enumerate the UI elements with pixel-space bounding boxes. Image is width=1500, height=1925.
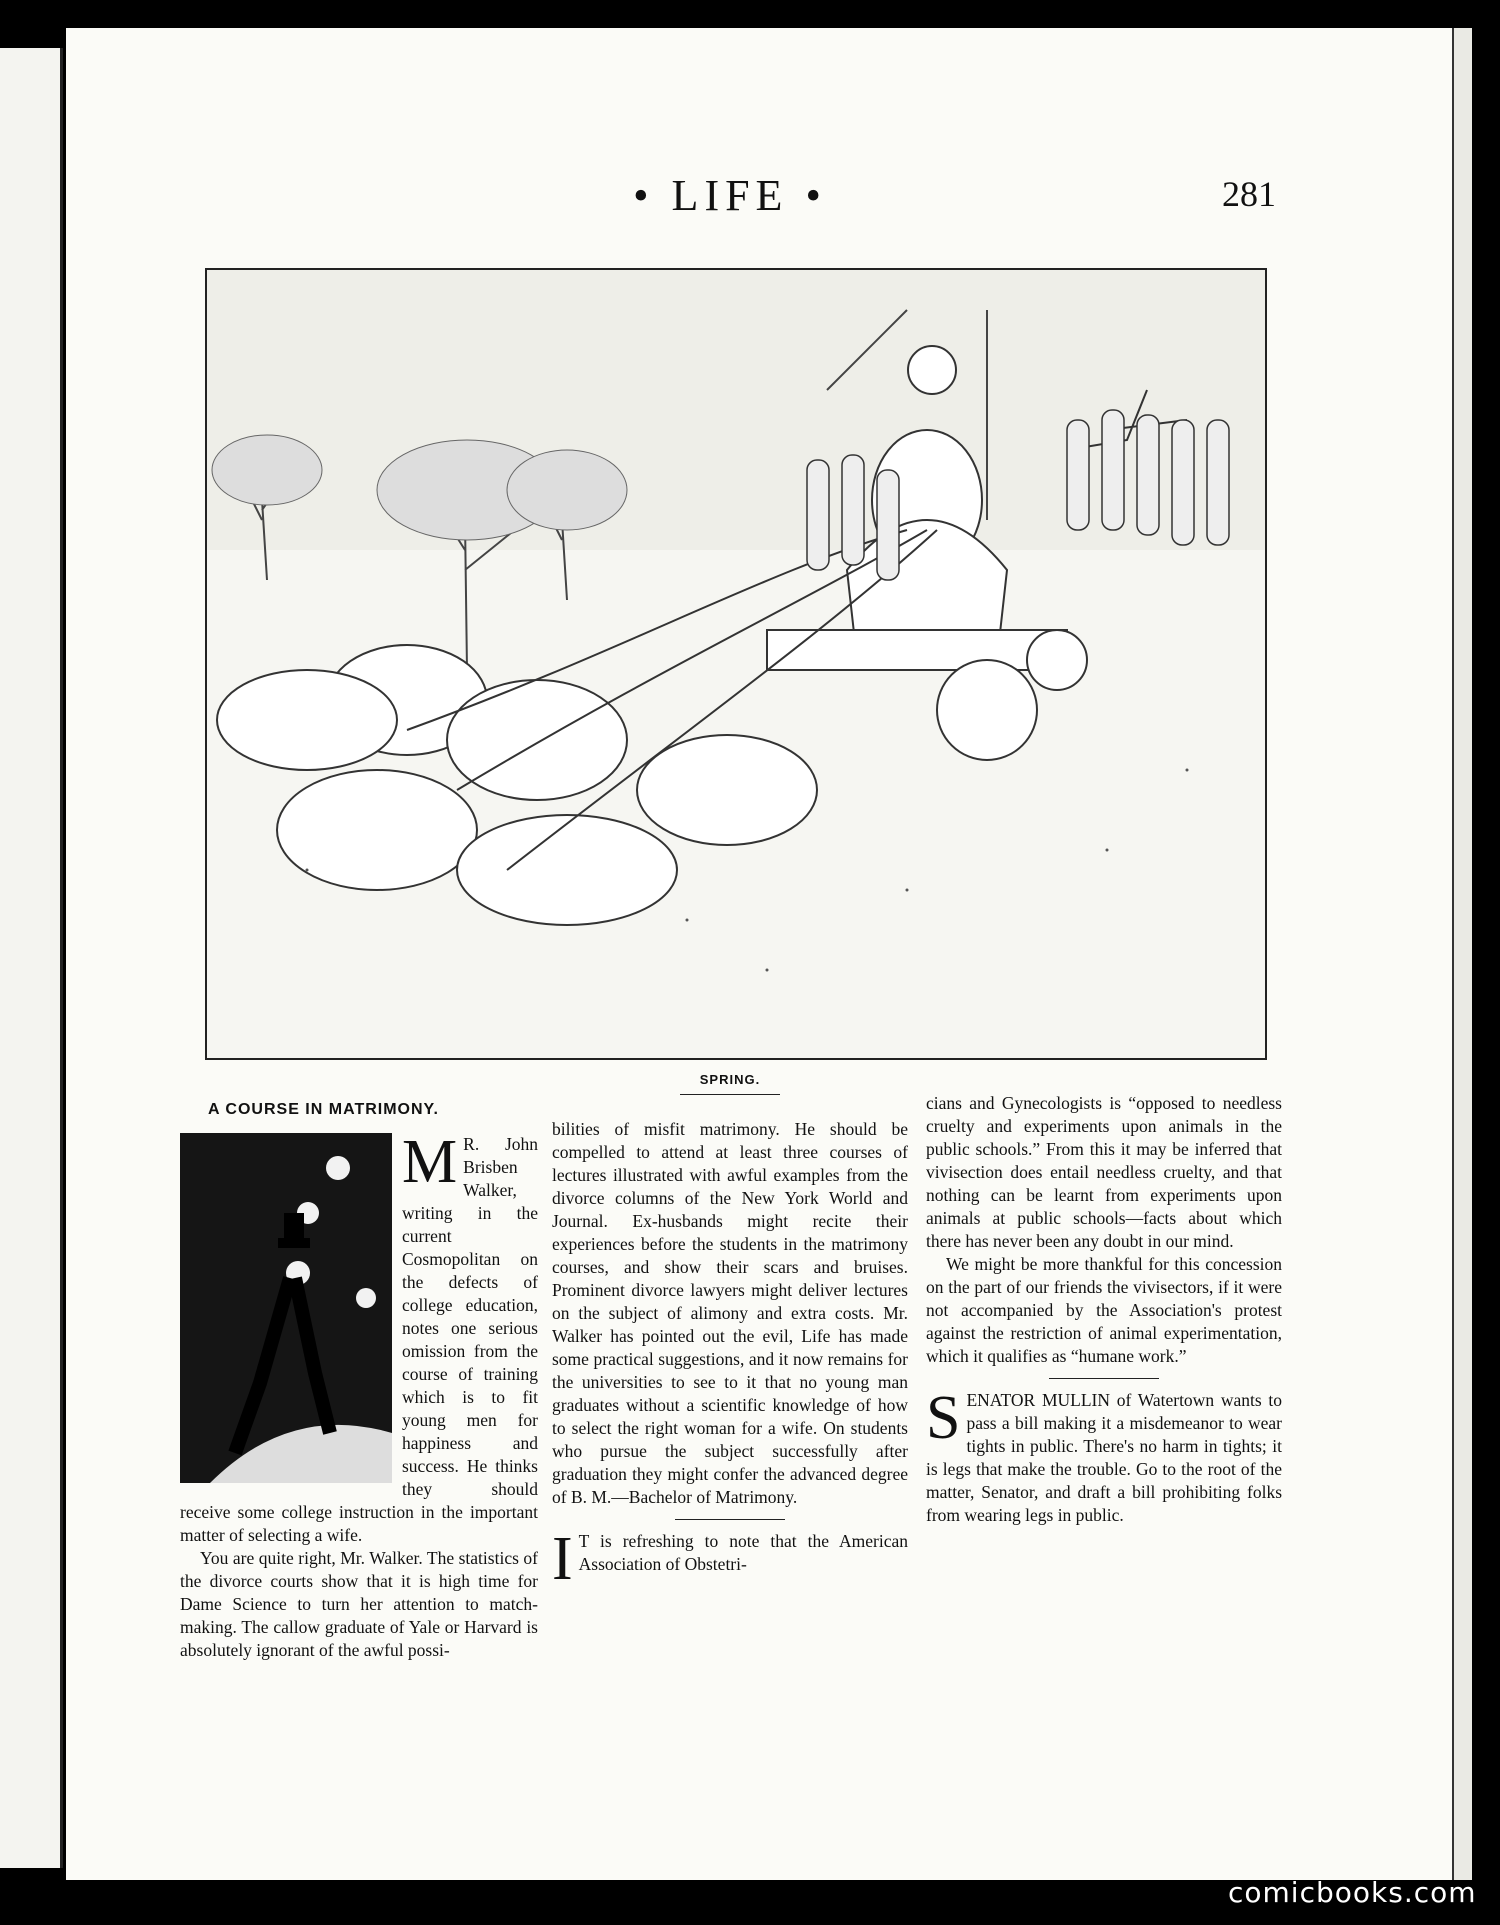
col3-paragraph-1: cians and Gynecologists is “opposed to needless cruelty and experiments upon animals in the public schools.” From this it may be inferred that vivisection does entail needless cruelty, and that nothing can be learnt from experiments upon animals at public schools—facts about which there has never been any doubt in our mind. bbox=[926, 1093, 1282, 1251]
column-3 bbox=[926, 1092, 1282, 1527]
caption-rule bbox=[680, 1094, 780, 1095]
dropcap-m: M bbox=[402, 1128, 458, 1196]
vignette-drawing bbox=[180, 1133, 392, 1483]
col3-paragraph-2: We might be more thankful for this concession on the part of our friends the vivisectors, if it were not accompanied by the Association's protest against the restriction of animal experimentation, which it qualifies as “humane work.” bbox=[926, 1254, 1282, 1366]
section-rule bbox=[1049, 1378, 1159, 1379]
col1-paragraph-1: R. John Brisben Walker, writing in the current Cosmopolitan on the defects of college education, notes one serious omission from the course of training which is to fit young men for happiness and success. He thinks they should receive some college instruction in the important matter of selecting a wife. bbox=[180, 1134, 538, 1545]
page-number: 281 bbox=[1222, 174, 1276, 214]
watermark: comicbooks.com bbox=[1228, 1876, 1477, 1909]
article-heading: A COURSE IN MATRIMONY. bbox=[208, 1101, 439, 1118]
illustration-caption: SPRING. bbox=[699, 1072, 761, 1087]
dropcap-i: I bbox=[552, 1525, 573, 1593]
previous-page-edge bbox=[0, 48, 63, 1868]
column-2 bbox=[552, 1118, 908, 1593]
col2-paragraph-2: T is refreshing to note that the American Association of Obstetri- bbox=[578, 1531, 908, 1574]
illustration-drawing bbox=[207, 270, 1265, 1058]
spring-illustration bbox=[205, 268, 1267, 1060]
masthead: • LIFE • bbox=[633, 171, 827, 220]
col2-paragraph-1: bilities of misfit matrimony. He should be compelled to attend at least three courses of lectures illustrated with awful examples from the divorce columns of the New York World and Journal. Ex-husbands might recite their experiences before the students in the matrimony courses, and show their scars and bruises. Prominent divorce lawyers might deliver lectures on the subject of alimony and extra costs. Mr. Walker has pointed out the evil, Life has made some practical suggestions, and it now remains for the universities to see to it that no young man graduates without a scientific knowledge of how to select the right woman for a wife. On students who pursue the subject successfully after graduation they might confer the advanced degree of B. M.—Bachelor of Matrimony. bbox=[552, 1119, 908, 1507]
dropcap-s: S bbox=[926, 1384, 961, 1452]
col3-paragraph-3: ENATOR MULLIN of Watertown wants to pass a bill making it a misdemeanor to wear tights in public. There's no harm in tights; it is legs that make the trouble. Go to the root of the matter, Senator, and draft a bill prohibiting folks from wearing legs in public. bbox=[926, 1390, 1282, 1525]
column-1 bbox=[180, 1098, 538, 1662]
section-rule bbox=[675, 1519, 785, 1520]
col1-paragraph-2: You are quite right, Mr. Walker. The statistics of the divorce courts show that it is high time for Dame Science to turn her attention to match-making. The callow graduate of Yale or Harvard is absolutely ignorant of the awful possi- bbox=[180, 1548, 538, 1660]
page-edge bbox=[1452, 28, 1472, 1880]
walker-vignette bbox=[180, 1133, 392, 1483]
